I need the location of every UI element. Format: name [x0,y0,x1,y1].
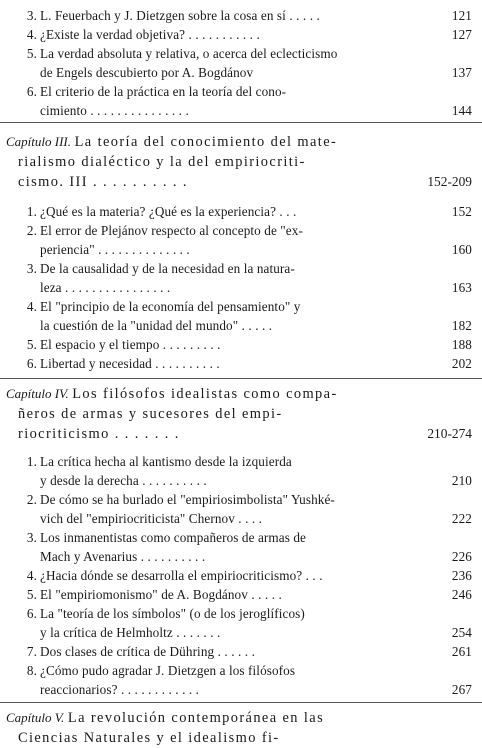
section-divider [0,702,482,703]
section-divider [0,378,482,379]
entry-title-line: El espacio y el tiempo . . . . . . . . . [40,337,221,352]
toc-entry [26,259,472,297]
entry-title-line: ¿Qué es la materia? ¿Qué es la experiencia? . . . [40,204,297,219]
entry-title-line: reaccionarios? . . . . . . . . . . . . [40,682,200,697]
entry-title-line: La "teoría de los símbolos" (o de los jeroglíficos) [40,606,305,621]
entry-title-line: El error de Plejánov respecto al concepto de "ex- [40,223,303,238]
chapter-title-line: La teoría del conocimiento del mate- [74,134,338,150]
entry-title-line: la cuestión de la "unidad del mundo" . . . . . [40,318,273,333]
toc-entry [26,585,472,604]
entry-number: 8. [26,663,37,678]
chapter-title-line: rialismo dialéctico y la del empiriocriti- [18,154,306,170]
page-number: 163 [451,280,472,295]
entry-title-line: cimiento . . . . . . . . . . . . . . . [40,103,189,118]
toc-entry [26,490,472,528]
toc-entry [26,25,472,44]
entry-number: 6. [26,606,37,621]
entry-number: 1. [26,454,37,469]
chapter-label: Capítulo V. [6,710,65,725]
page-number: 222 [451,511,472,526]
toc-entry [26,566,472,585]
chapter-heading [6,384,472,444]
entry-title-line: de Engels descubierto por A. Bogdánov [40,65,254,80]
toc-entry [26,528,472,566]
toc-entry [26,335,472,354]
entry-number: 3. [26,261,37,276]
chapter-heading [6,708,472,748]
entry-number: 3. [26,8,37,23]
entry-number: 5. [26,46,37,61]
entry-title-line: De cómo se ha burlado el "empiriosimbolista" Yushké- [40,492,335,507]
entry-title-line: periencia" . . . . . . . . . . . . . . [40,242,190,257]
entry-title-line: ¿Hacia dónde se desarrolla el empiriocriticismo? . . . [40,568,323,583]
page-number: 254 [451,625,472,640]
page-number: 121 [451,8,472,23]
entry-title-line: Dos clases de crítica de Dühring . . . . . . [40,644,255,659]
page-number: 127 [451,27,472,42]
section-divider [0,122,482,123]
entry-number: 1. [26,204,37,219]
entry-title-line: y la crítica de Helmholtz . . . . . . . [40,625,221,640]
chapter-title-line: riocriticismo . . . . . . . [18,426,180,442]
entry-number: 4. [26,27,37,42]
entry-number: 4. [26,568,37,583]
page-number: 236 [451,568,472,583]
chapter-title-line: ñeros de armas y sucesores del empi- [18,406,283,422]
entry-number: 7. [26,644,37,659]
toc-entry [26,6,472,25]
page-number: 137 [451,65,472,80]
toc-entry [26,202,472,221]
page-number: 152 [451,204,472,219]
toc-entry [26,604,472,642]
page-number: 160 [451,242,472,257]
chapter-heading [6,132,472,192]
page-number: 226 [451,549,472,564]
entry-title-line: De la causalidad y de la necesidad en la natura- [40,261,295,276]
entry-title-line: leza . . . . . . . . . . . . . . . . [40,280,171,295]
entry-title-line: vich del "empiriocriticista" Chernov . . . . [40,511,263,526]
toc-entry [26,452,472,490]
toc-entry [26,661,472,699]
entry-title-line: ¿Existe la verdad objetiva? . . . . . . . . . . . [40,27,260,42]
chapter-title-line: cismo. III . . . . . . . . . . [18,174,188,190]
entry-title-line: L. Feuerbach y J. Dietzgen sobre la cosa en sí . . . . . [40,8,320,23]
entry-title-line: La crítica hecha al kantismo desde la izquierda [40,454,292,469]
entry-number: 5. [26,587,37,602]
page-number: 210 [451,473,472,488]
entry-title-line: El "principio de la economía del pensamiento" y [40,299,301,314]
toc-entry [26,354,472,373]
entry-number: 2. [26,492,37,507]
entry-number: 3. [26,530,37,545]
entry-title-line: ¿Cómo pudo agradar J. Dietzgen a los filósofos [40,663,296,678]
page-number: 246 [451,587,472,602]
toc-entry [26,642,472,661]
chapter-page-range: 210-274 [427,426,472,441]
entry-title-line: El criterio de la práctica en la teoría del cono- [40,84,287,99]
page-number: 182 [451,318,472,333]
entry-title-line: Los inmanentistas como compañeros de armas de [40,530,306,545]
entry-title-line: y desde la derecha . . . . . . . . . . [40,473,207,488]
entry-number: 2. [26,223,37,238]
toc-entry [26,44,472,82]
entry-title-line: La verdad absoluta y relativa, o acerca del eclecticismo [40,46,338,61]
chapter-label: Capítulo III. [6,134,71,149]
page-number: 261 [451,644,472,659]
page-number: 202 [451,356,472,371]
chapter-page-range: 152-209 [427,174,472,189]
page-number: 144 [451,103,472,118]
page-number: 267 [451,682,472,697]
entry-title-line: El "empiriomonismo" de A. Bogdánov . . . . . [40,587,282,602]
entry-title-line: Mach y Avenarius . . . . . . . . . . [40,549,206,564]
chapter-title-line: Los filósofos idealistas como compa- [72,386,338,402]
toc-entry [26,221,472,259]
chapter-label: Capítulo IV. [6,386,69,401]
toc-entry [26,82,472,120]
entry-number: 6. [26,84,37,99]
chapter-title-line: La revolución contemporánea en las [67,710,325,726]
entry-number: 4. [26,299,37,314]
entry-title-line: Libertad y necesidad . . . . . . . . . . [40,356,220,371]
entry-number: 5. [26,337,37,352]
chapter-title-line: Ciencias Naturales y el idealismo fi- [18,730,280,746]
entry-number: 6. [26,356,37,371]
page-number: 188 [451,337,472,352]
toc-entry [26,297,472,335]
